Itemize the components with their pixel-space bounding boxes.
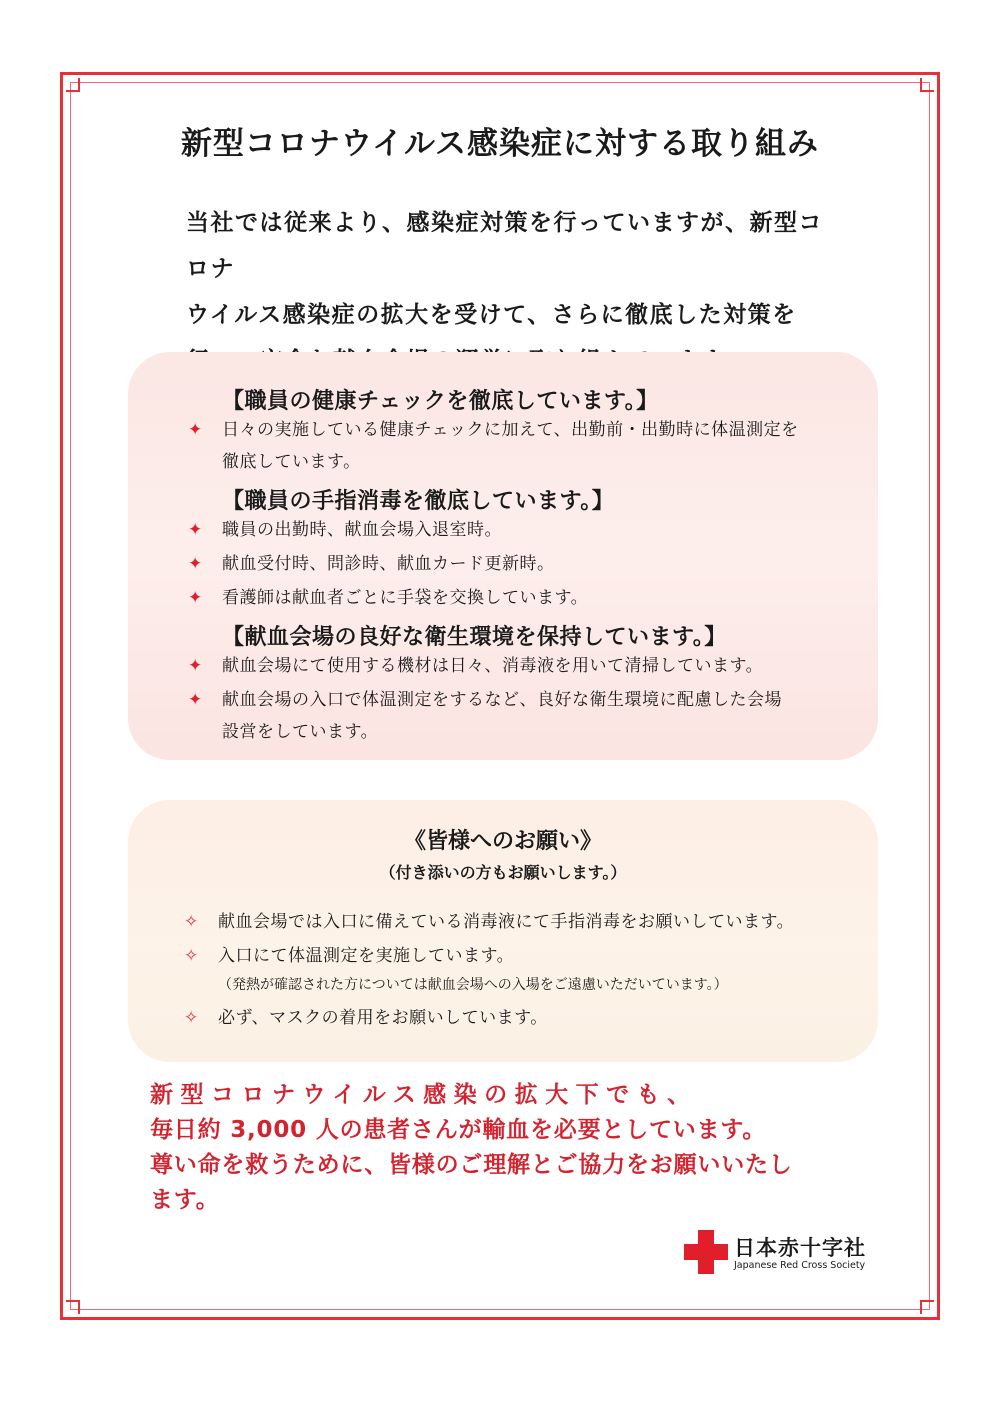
list-item <box>188 684 848 748</box>
logo-name-japanese: 日本赤十字社 <box>734 1236 866 1260</box>
list-item <box>184 1002 844 1034</box>
star-bullet-icon: ✦ <box>188 656 203 676</box>
list-item <box>188 548 848 580</box>
red-cross-logo <box>682 1226 882 1282</box>
closing-line: 尊い命を救うために、皆様のご理解とご協力をお願いいたし <box>150 1152 793 1178</box>
border-corner-top-left <box>66 78 80 92</box>
list-item <box>188 514 848 546</box>
intro-line: 当社では従来より、感染症対策を行っていますが、新型コロナ <box>186 210 823 282</box>
star-bullet-icon: ✦ <box>188 690 203 710</box>
list-item-text: 入口にて体温測定を実施しています。 <box>218 946 515 966</box>
red-cross-icon <box>684 1230 728 1274</box>
list-item-text: 看護師は献血者ごとに手袋を交換しています。 <box>222 588 589 608</box>
list-item-text: 献血会場の入口で体温測定をするなど、良好な衛生環境に配慮した会場 <box>222 690 782 710</box>
request-note: （付き添いの方もお願いします。） <box>379 863 627 882</box>
star-bullet-icon: ✦ <box>188 588 203 608</box>
section-heading-hygiene: 【献血会場の良好な衛生環境を保持しています。】 <box>222 625 727 650</box>
border-corner-top-right <box>920 78 934 92</box>
list-item <box>188 414 848 478</box>
list-item <box>184 940 844 998</box>
border-corner-bottom-left <box>66 1300 80 1314</box>
list-item-text: 必ず、マスクの着用をお願いしています。 <box>218 1008 548 1028</box>
list-item-text: 献血受付時、問診時、献血カード更新時。 <box>222 554 555 574</box>
list-item <box>188 582 848 614</box>
closing-line: 毎日約 3,000 人の患者さんが輸血を必要としています。 <box>150 1117 767 1143</box>
star-outline-bullet-icon: ✧ <box>184 912 199 932</box>
page-title: 新型コロナウイルス感染症に対する取り組み <box>180 126 820 162</box>
intro-line: ウイルス感染症の拡大を受けて、さらに徹底した対策を <box>186 302 797 328</box>
star-outline-bullet-icon: ✧ <box>184 1008 199 1028</box>
list-item-note: （発熱が確認された方については献血会場への入場をご遠慮いただいています。） <box>218 977 728 993</box>
section-heading-hand-disinfection: 【職員の手指消毒を徹底しています。】 <box>222 489 615 514</box>
logo-name-english: Japanese Red Cross Society <box>734 1260 866 1271</box>
list-item <box>188 650 848 682</box>
list-item-text: 設営をしています。 <box>222 722 379 742</box>
list-item-text: 徹底しています。 <box>222 452 361 472</box>
closing-line: 新型コロナウイルス感染の拡大下でも、 <box>150 1082 698 1108</box>
closing-message <box>150 1078 850 1218</box>
list-item-text: 職員の出勤時、献血会場入退室時。 <box>222 520 502 540</box>
request-heading: 《皆様へのお願い》 <box>403 829 602 854</box>
list-item <box>184 906 844 938</box>
star-bullet-icon: ✦ <box>188 520 203 540</box>
star-bullet-icon: ✦ <box>188 420 203 440</box>
border-corner-bottom-right <box>920 1300 934 1314</box>
star-bullet-icon: ✦ <box>188 554 203 574</box>
closing-line: ます。 <box>150 1187 220 1213</box>
list-item-text: 献血会場では入口に備えている消毒液にて手指消毒をお願いしています。 <box>218 912 795 932</box>
list-item-text: 献血会場にて使用する機材は日々、消毒液を用いて清掃しています。 <box>222 656 764 676</box>
star-outline-bullet-icon: ✧ <box>184 946 199 966</box>
list-item-text: 日々の実施している健康チェックに加えて、出勤前・出勤時に体温測定を <box>222 420 799 440</box>
section-heading-health-check: 【職員の健康チェックを徹底しています。】 <box>222 389 659 414</box>
